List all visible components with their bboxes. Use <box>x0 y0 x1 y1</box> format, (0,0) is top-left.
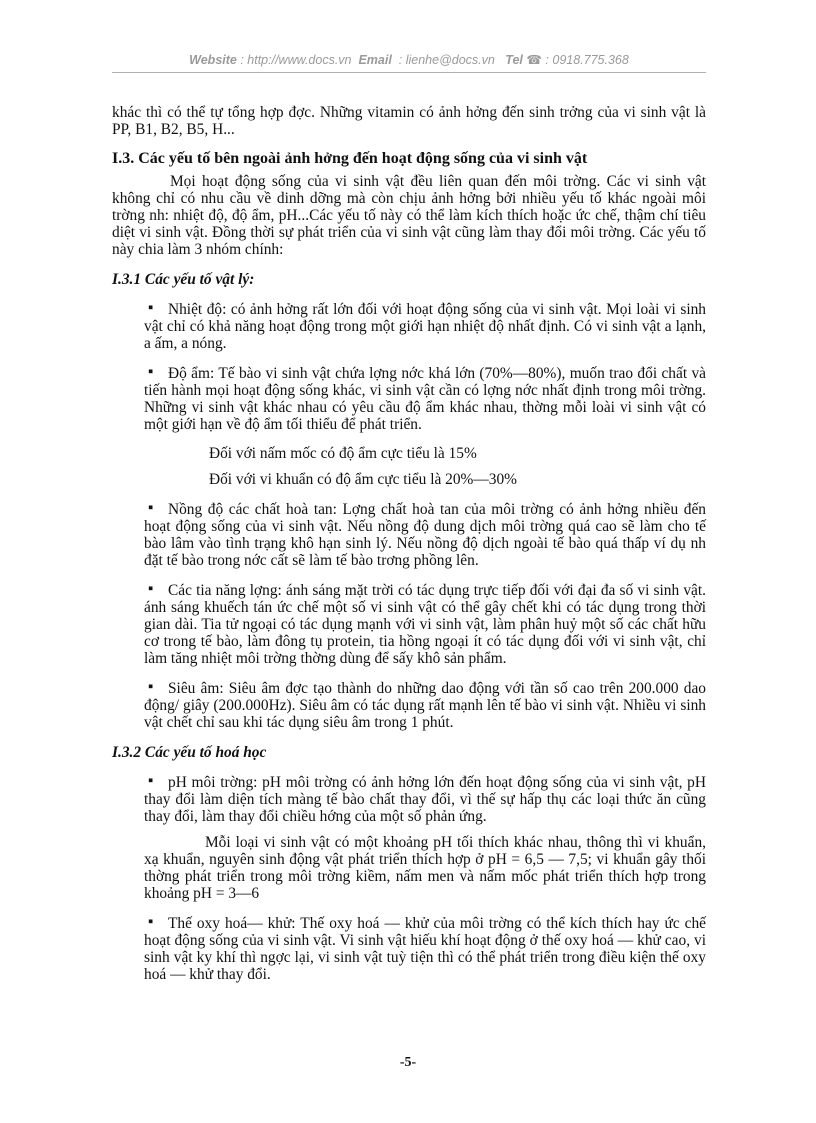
bacteria-humidity-line: Đối với vi khuẩn có độ ẩm cực tiểu là 20%—30% <box>209 471 517 488</box>
ultrasound-text: Siêu âm: Siêu âm đợc tạo thành do những dao động với tần số cao trên 200.000 dao động/ giây (200.000Hz). Siêu âm có tác dụng rất mạnh lên tế bào vi sinh vật. Nhiều vi sinh vật chết chỉ sau khi tác dụng siêu âm trong 1 phút. <box>144 680 706 731</box>
radiation-text: Các tia năng lợng: ánh sáng mặt trời có tác dụng trực tiếp đối với đại đa số vi sinh vật. ánh sáng khuếch tán ức chế một số vi sinh vật có thể gây chết khi có tác dụng trong thời gian dài. Tia tử ngoại có tác dụng mạnh với vi sinh vật, làm phân huỷ một số các chất hữu cơ trong tế bào, làm đông tụ protein, tia hồng ngoại ít có tác dụng đối với vi sinh vật, chỉ làm tăng nhiệt môi trờng thờng dùng để sấy khô sản phẩm. <box>144 582 706 667</box>
concentration-text: Nồng độ các chất hoà tan: Lợng chất hoà tan của môi trờng có ảnh hởng nhiều đến hoạt động sống của vi sinh vật. Nếu nồng độ dung dịch môi trờng quá cao sẽ làm cho tế bào lâm vào tình trạng khô hạn sinh lý. Nếu nồng độ dịch ngoài tế bào quá thấp ví dụ nh đặt tế bào trong nớc cất sẽ làm tế bào trơng phồng lên. <box>144 501 706 569</box>
list-item-concentration <box>112 501 706 569</box>
tel-label: Tel <box>505 53 523 67</box>
list-item-redox <box>112 915 706 983</box>
ph-detail-paragraph: Mỗi loại vi sinh vật có một khoảng pH tối thích khác nhau, thông thì vi khuẩn, xạ khuẩn, nguyên sinh động vật phát triển thích hợp ở pH = 6,5 — 7,5; vi khuẩn gây thối thờng phát triển trong môi trờng kiềm, nấm men và nấm mốc phát triển thích hợp trong khoảng pH = 3—6 <box>144 834 706 902</box>
list-item-humidity <box>112 365 706 433</box>
page-number: -5- <box>399 1055 417 1070</box>
temperature-text: Nhiệt độ: có ảnh hởng rất lớn đối với hoạt động sống của vi sinh vật. Mọi loài vi sinh vật chỉ có khả năng hoạt động trong một giới hạn nhiệt độ nhất định. Có vi sinh vật a lạnh, a ấm, a nóng. <box>144 301 706 352</box>
list-item-ph <box>112 774 706 825</box>
chemical-factors-heading: I.3.2 Các yếu tố hoá học <box>112 744 267 761</box>
list-item-radiation <box>112 582 706 667</box>
mold-humidity-line: Đối với nấm mốc có độ ẩm cực tiểu là 15% <box>209 445 477 462</box>
physical-factors-heading: I.3.1 Các yếu tố vật lý: <box>112 271 255 288</box>
email-value: : lienhe@docs.vn <box>398 53 495 67</box>
website-label: Website <box>189 53 237 67</box>
redox-text: Thế oxy hoá— khử: Thế oxy hoá — khử của môi trờng có thể kích thích hay ức chế hoạt động sống của vi sinh vật. Vi sinh vật hiếu khí hoạt động ở thế oxy hoá — khử cao, vi sinh vật ky khí thì ngợc lại, vi sinh vật tuỳ tiện thì có thể phát triển trong điều kiện thế oxy hoá — khử thay đổi. <box>144 915 706 983</box>
intro-paragraph: khác thì có thể tự tổng hợp đợc. Những vitamin có ảnh hởng đến sinh trởng của vi sinh vật là PP, B1, B2, B5, H... <box>112 104 706 138</box>
section-heading: I.3. Các yếu tố bên ngoài ảnh hởng đến hoạt động sống của vi sinh vật <box>112 150 588 167</box>
section-paragraph: Mọi hoạt động sống của vi sinh vật đều liên quan đến môi trờng. Các vi sinh vật không chỉ có nhu cầu về dinh dỡng mà còn chịu ảnh hởng bởi nhiều yếu tố khác ngoài môi trờng nh: nhiệt độ, độ ẩm, pH...Các yếu tố này có thể làm kích thích hoặc ức chế, thậm chí tiêu diệt vi sinh vật. Đồng thời sự phát triển của vi sinh vật cũng làm thay đổi môi trờng. Các yếu tố này chia làm 3 nhóm chính: <box>112 173 706 258</box>
email-label: Email <box>358 53 392 67</box>
ph-text: pH môi trờng: pH môi trờng có ảnh hởng lớn đến hoạt động sống của vi sinh vật, pH thay đổi làm diện tích màng tế bào chất thay đổi, vì thế sự hấp thụ các loại thức ăn cũng thay đổi, làm thay đổi chiều hớng của một số phản ứng. <box>144 774 706 825</box>
list-item-ultrasound <box>112 680 706 731</box>
page-content <box>112 100 706 983</box>
header-divider <box>112 72 706 73</box>
list-item-temperature <box>112 301 706 352</box>
humidity-text: Độ ẩm: Tế bào vi sinh vật chứa lợng nớc khá lớn (70%—80%), muốn trao đổi chất và tiến hành mọi hoạt động sống khác, vi sinh vật cần có lợng nớc nhất định trong môi trờng. Những vi sinh vật khác nhau có yêu cầu độ ẩm khác nhau, thờng mỗi loài vi sinh vật có một giới hạn về độ ẩm tối thiểu để phát triển. <box>144 365 706 433</box>
website-value: : http://www.docs.vn <box>240 53 352 67</box>
page-header <box>112 52 706 67</box>
tel-value: ☎ : 0918.775.368 <box>526 53 629 67</box>
